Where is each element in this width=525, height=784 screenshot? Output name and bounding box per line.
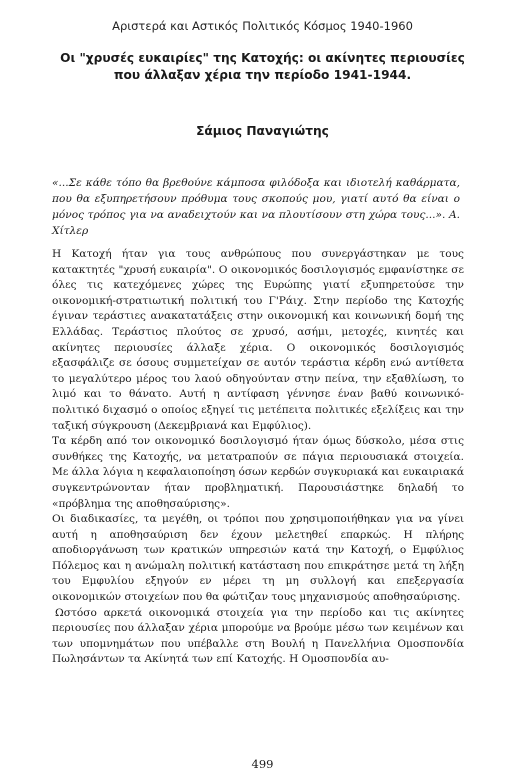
epigraph-quote: «...Σε κάθε τόπο θα βρεθούνε κάμποσα φιλόδοξα και ιδιοτελή καθάρματα, που θα εξυπηρετήσουν πρόθυμα τους σκοπούς μου, γιατί αυτό θα είναι ο μόνος τρόπος για να αναδειχτούν και να πλουτίσουν στη χώρα τους...». Α. Χίτλερ (52, 177, 460, 237)
article-title (40, 50, 485, 84)
paragraph: Ωστόσο αρκετά οικονομικά στοιχεία για την περίοδο και τις ακίνητες περιουσίες που άλλαξαν χέρια μπορούμε να βρούμε μέσω των κειμένων και των υπομνημάτων που υπέβαλλε στη Βουλή η Πανελλήνια Ομοσπονδία Πωλησάντων τα Ακίνητά των επί Κατοχής. Η Ομοσπονδία αυ- (52, 606, 464, 666)
page-number: 499 (251, 757, 274, 771)
body-text (52, 247, 464, 668)
paragraph: Η Κατοχή ήταν για τους ανθρώπους που συνεργάστηκαν με τους κατακτητές "χρυσή ευκαιρία". Ο οικονομικός δοσιλογισμός εμφανίστηκε σε όλες τις κατεχόμενες χώρες της Ευρώπης γιατί εξυπηρετούσε την οικονομική-στρατιωτική πολιτική του Γ'Ράιχ. Στην περίοδο της Κατοχής έγιναν τεράστιες ανακατατάξεις στην οικονομική και κοινωνική δομή της Ελλάδας. Τεράστιος πλούτος σε χρυσό, ασήμι, μετοχές, κινητές και ακίνητες περιουσίες άλλαξε χέρια. Ο οικονομικός δοσιλογισμός εξασφάλιζε σε όσους συμμετείχαν σε αυτόν τεράστια κέρδη ενώ αντίθετα το μεγαλύτερο μέρος του λαού οδηγούνταν στην πείνα, την εξαθλίωση, το λιμό και το θάνατο. Αυτή η αντίφαση γέννησε έναν βαθύ κοινωνικό-πολιτικό διχασμό ο οποίος εξηγεί τις μετέπειτα πολιτικές εξελίξεις και την ταξική σύγκρουση (Δεκεμβριανά και Εμφύλιος). (52, 248, 464, 432)
running-header: Αριστερά και Αστικός Πολιτικός Κόσμος 1940-1960 (112, 19, 413, 33)
paragraph: Τα κέρδη από τον οικονομικό δοσιλογισμό ήταν όμως δύσκολο, μέσα στις συνθήκες της Κατοχής, να μετατραπούν σε πάγια περιουσιακά στοιχεία. Με άλλα λόγια η κεφαλαιοποίηση όσων κερδών συγκυριακά και ευκαιριακά συγκεντρώνονταν ήταν προβληματική. Παρουσιάστηκε δηλαδή το «πρόβλημα της αποθησαύρισης». (52, 435, 464, 510)
title-line-1: Οι "χρυσές ευκαιρίες" της Κατοχής: οι ακίνητες περιουσίες (60, 51, 465, 65)
paragraph: Οι διαδικασίες, τα μεγέθη, οι τρόποι που χρησιμοποιήθηκαν για να γίνει αυτή η αποθησαύριση δεν έχουν μελετηθεί επαρκώς. Η πλήρης αποδιοργάνωση των κρατικών υπηρεσιών κατά την Κατοχή, ο Εμφύλιος Πόλεμος και η ανώμαλη πολιτική κατάσταση που επικράτησε μετά τη λήξη του Εμφυλίου εξηγούν εν μέρει τη μη συλλογή και επεξεργασία οικονομικών στοιχείων που θα φώτιζαν τους μηχανισμούς αποθησαύρισης. (52, 513, 464, 604)
author-name: Σάμιος Παναγιώτης (196, 124, 329, 138)
title-line-2: που άλλαξαν χέρια την περίοδο 1941-1944. (113, 68, 412, 82)
